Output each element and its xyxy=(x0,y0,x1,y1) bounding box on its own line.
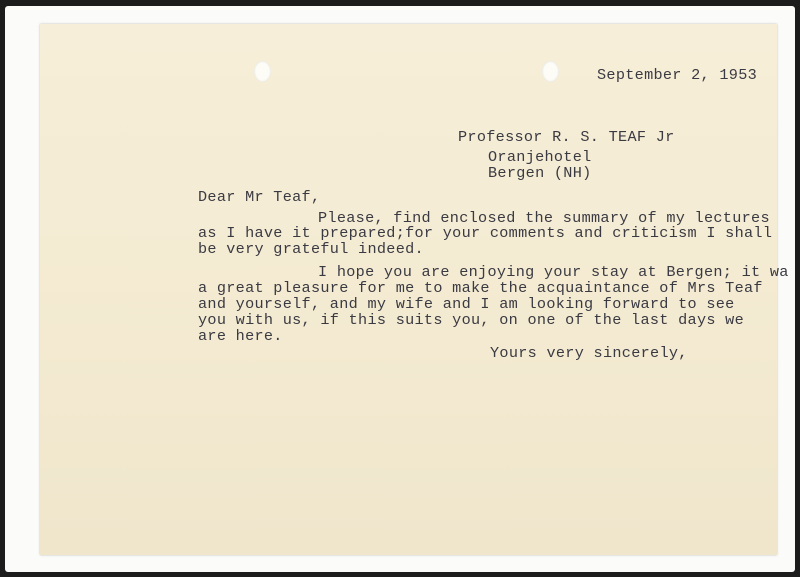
letter-date: September 2, 1953 xyxy=(597,66,758,84)
recipient-town: Bergen (NH) xyxy=(488,164,592,182)
body-line: are here. xyxy=(198,327,283,345)
closing: Yours very sincerely, xyxy=(490,344,688,362)
body-line: and yourself, and my wife and I am looking forward to see xyxy=(198,295,735,313)
body-line: as I have it prepared;for your comments and criticism I shall xyxy=(198,224,773,242)
recipient-hotel: Oranjehotel xyxy=(488,148,592,166)
body-line: Please, find enclosed the summary of my lectures xyxy=(318,209,770,227)
body-line: you with us, if this suits you, on one of the last days we xyxy=(198,311,745,329)
punch-hole-left xyxy=(254,61,271,82)
recipient-name: Professor R. S. TEAF Jr xyxy=(458,128,675,146)
body-line: I hope you are enjoying your stay at Bergen; it wa xyxy=(318,263,789,281)
body-line: be very grateful indeed. xyxy=(198,240,424,258)
salutation: Dear Mr Teaf, xyxy=(198,188,321,206)
body-line: a great pleasure for me to make the acquaintance of Mrs Teaf xyxy=(198,279,763,297)
punch-hole-right xyxy=(542,61,559,82)
